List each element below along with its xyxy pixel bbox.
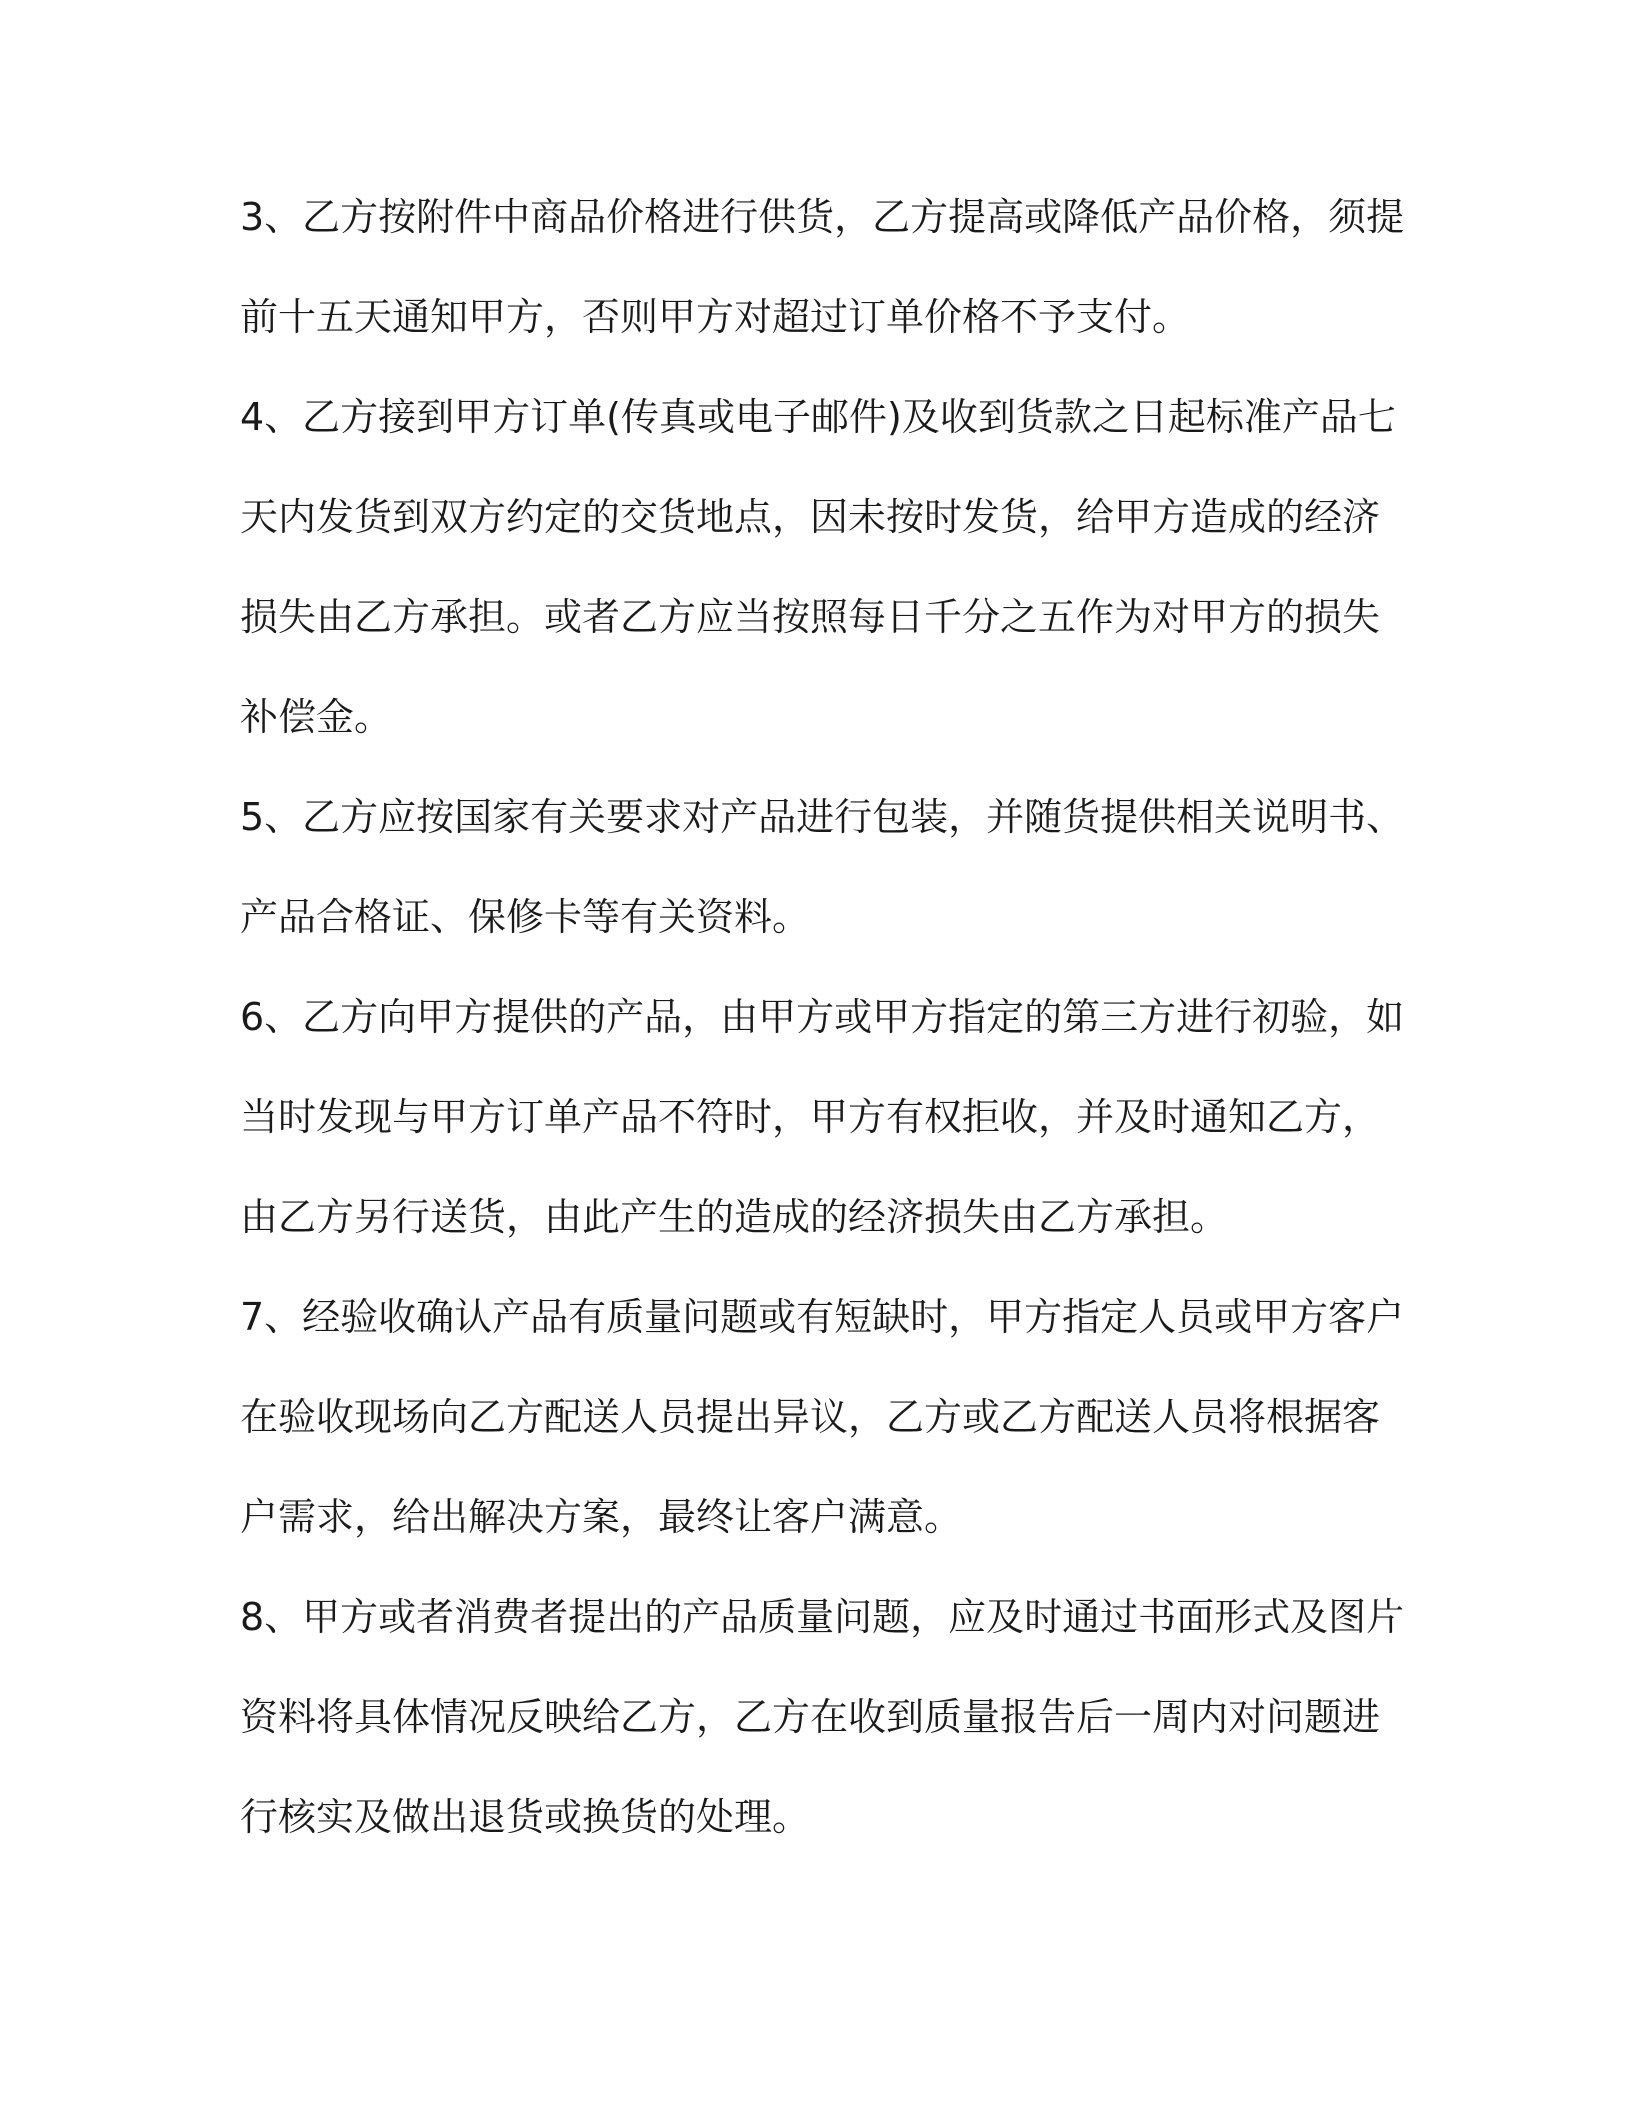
clause-6-line-1: 6、乙方向甲方提供的产品，由甲方或甲方指定的第三方进行初验，如: [240, 995, 1405, 1039]
clause-4-line-3: 损失由乙方承担。或者乙方应当按照每日千分之五作为对甲方的损失: [240, 595, 1381, 639]
clause-4-line-4: 补偿金。: [240, 695, 393, 739]
clause-3-line-1: 3、乙方按附件中商品价格进行供货，乙方提高或降低产品价格，须提: [240, 195, 1405, 239]
clause-4-line-2: 天内发货到双方约定的交货地点，因未按时发货，给甲方造成的经济: [240, 495, 1381, 539]
clause-8-line-3: 行核实及做出退货或换货的处理。: [240, 1795, 811, 1839]
clause-5-line-2: 产品合格证、保修卡等有关资料。: [240, 895, 811, 939]
clause-6-line-2: 当时发现与甲方订单产品不符时，甲方有权拒收，并及时通知乙方，: [240, 1095, 1381, 1139]
clause-5-line-1: 5、乙方应按国家有关要求对产品进行包装，并随货提供相关说明书、: [240, 795, 1405, 839]
clause-7-line-2: 在验收现场向乙方配送人员提出异议，乙方或乙方配送人员将根据客: [240, 1395, 1381, 1439]
clause-4-line-1: 4、乙方接到甲方订单(传真或电子邮件)及收到货款之日起标准产品七: [240, 395, 1396, 439]
clause-7-line-1: 7、经验收确认产品有质量问题或有短缺时，甲方指定人员或甲方客户: [240, 1295, 1405, 1339]
clause-8-line-1: 8、甲方或者消费者提出的产品质量问题，应及时通过书面形式及图片: [240, 1595, 1405, 1639]
clause-3-line-2: 前十五天通知甲方，否则甲方对超过订单价格不予支付。: [240, 295, 1191, 339]
clause-6-line-3: 由乙方另行送货，由此产生的造成的经济损失由乙方承担。: [240, 1195, 1229, 1239]
clause-7-line-3: 户需求，给出解决方案，最终让客户满意。: [240, 1495, 963, 1539]
clause-8-line-2: 资料将具体情况反映给乙方，乙方在收到质量报告后一周内对问题进: [240, 1695, 1381, 1739]
